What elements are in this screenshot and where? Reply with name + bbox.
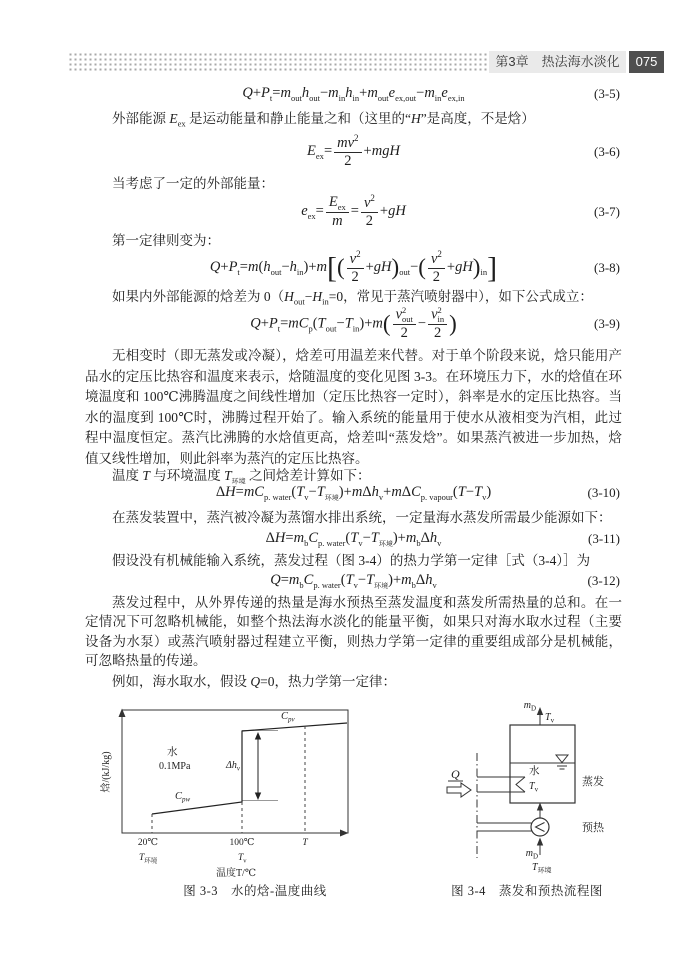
equation-3-7 xyxy=(85,192,622,232)
equation-math: $Q+P_t=m(h_{out}-h_{in})+m$[( $\frac{v^2}{2}$ $+gH)_{out}-$( $\frac{v^2}{2}$ $+gH)_{in}$] xyxy=(209,249,498,286)
equation-math: $\Delta H=mC_{p. water}(T_v-T_{环境})+m\Delta h_v+m\Delta C_{p. vapour}(T-T_v)$ xyxy=(215,483,492,502)
tv-main: T xyxy=(545,712,551,723)
heat-block-arrow-icon xyxy=(447,783,471,797)
equation-3-12 xyxy=(85,570,622,592)
equation-number: (3-6) xyxy=(594,144,620,159)
figure-3-3 xyxy=(95,702,405,880)
equation-number: (3-12) xyxy=(587,573,620,588)
page-number-badge: 075 xyxy=(629,51,664,73)
preheat-label: 预热 xyxy=(582,822,604,834)
equation-3-9 xyxy=(85,303,622,345)
distillate-mass-label-bottom xyxy=(526,848,538,861)
preheater-icon xyxy=(531,818,549,836)
tick-20C: 20℃ xyxy=(137,838,159,848)
paragraph: 在蒸发装置中，蒸汽被冷凝为蒸馏水排出系统，一定量海水蒸发所需最少能源如下： xyxy=(112,510,612,525)
tenv-main: T xyxy=(139,853,145,863)
paragraph: 如果内外部能源的焓差为 $0(H_{out}-H_{in}=0$，常见于蒸汽喷射器中），如下公式成立： xyxy=(112,289,593,307)
paragraph: 外部能源 $E_{ex}$ 是运动能量和静止能量之和（这里的“H”是高度，不是焓） xyxy=(112,111,535,129)
heat-input-label: Q xyxy=(451,767,460,781)
tenv-sub: 环境 xyxy=(537,866,552,875)
equation-number: (3-9) xyxy=(594,316,620,331)
equation-math: $Q=m_bC_{p. water}(T_v-T_{环境})+m_b\Delta h_v$ xyxy=(270,571,437,590)
paragraph: 无相变时（即无蒸发或冷凝），焓差可用温差来代替。对于单个阶段来说，焓只能用产品水的定压比热容和温度来表示，焓随温度的变化见图 3-3。在环境压力下，水的焓值在环境温度和 100℃沸腾温度之间线性增加（定压比热容一定时），斜率是水的定压比热容。当水的温度到 100℃时，沸腾过程开始了。输入系统的能量用于使水从液相变为汽相，此过程中温度恒定。蒸汽比沸腾的水焓值更高，焓差叫“蒸发焓”。如果蒸汽被进一步加热，焓值又线性增加，则此斜率为蒸汽的定压比热容。 xyxy=(85,348,622,466)
water-label: 水 xyxy=(529,766,540,777)
cpv-main: C xyxy=(281,711,289,722)
vapour-temp-label-top xyxy=(545,712,555,725)
distillate-mass-label-top xyxy=(524,700,536,713)
header-dot-pattern xyxy=(68,52,487,72)
tv-sub: v xyxy=(550,716,555,725)
cpw-main: C xyxy=(175,791,183,802)
x-axis-arrow-icon xyxy=(340,830,349,837)
cpw-sub: pw xyxy=(182,795,191,804)
tenv-sub: 环境 xyxy=(144,857,158,865)
md-sub: D xyxy=(530,704,536,713)
ambient-temp-label xyxy=(532,862,552,875)
paragraph: 温度 T 与环境温度 $T_{环境}$ 之间焓差计算如下： xyxy=(112,468,371,486)
equation-math: $Q+P_t=mC_p(T_{out}-T_{in})+m$( v 2 out 2 − v 2 in 2 ) xyxy=(250,304,457,341)
coil-bend xyxy=(516,777,525,792)
pressure-label: 0.1MPa xyxy=(159,761,191,772)
arrow-up-icon xyxy=(537,803,543,811)
chapter-header: 第3章 热法海水淡化 xyxy=(489,51,626,73)
paragraph: 蒸发过程中，从外界传递的热量是海水预热至蒸发温度和蒸发所需热量的总和。在一定情况下可忽略机械能，如整个热法海水淡化的能量平衡，如果只对海水取水过程（主要设备为水泵）或蒸汽喷射器过程建立平衡，则热力学第一定律的重要组成部分是机械能，可忽略热量的传递。 xyxy=(85,595,622,668)
equation-math: $\Delta H=m_bC_{p. water}(T_v-T_{环境})+m_b\Delta h_v$ xyxy=(265,529,442,548)
water-level-icon xyxy=(556,755,568,763)
tv-sub: v xyxy=(243,857,247,865)
equation-3-5 xyxy=(85,84,622,104)
cpv-sub: pv xyxy=(288,715,295,724)
equation-number: (3-5) xyxy=(594,86,620,101)
equation-3-6 xyxy=(85,132,622,172)
cpv-label xyxy=(281,711,296,724)
paragraph: 第一定律则变为： xyxy=(112,233,220,248)
equation-number: (3-7) xyxy=(594,204,620,219)
enthalpy-temperature-chart xyxy=(95,702,405,880)
md-main: m xyxy=(523,700,531,711)
medium-label: 水 xyxy=(167,747,178,758)
preheater-chevron xyxy=(536,823,545,832)
tv-main: T xyxy=(529,781,535,792)
plot-frame xyxy=(122,710,348,833)
tick-Tenv xyxy=(139,853,158,865)
equation-3-8 xyxy=(85,248,622,288)
cpw-label xyxy=(175,791,191,804)
arrow-up-icon xyxy=(537,707,543,715)
dhv-label xyxy=(225,760,241,773)
evaporator-vessel xyxy=(510,725,575,803)
md-main: m xyxy=(525,848,533,859)
tick-100C: 100℃ xyxy=(229,838,255,848)
flow-diagram xyxy=(430,698,690,878)
dhv-sub: v xyxy=(236,764,240,773)
figure-3-3-caption: 图 3-3 水的焓-温度曲线 xyxy=(183,884,327,898)
equation-number: (3-10) xyxy=(587,485,620,500)
tick-Tv xyxy=(238,853,247,865)
tv-sub: v xyxy=(534,785,539,794)
equation-math: $E_{ex}=$ $\frac{mv^2}{2}$ +mgH xyxy=(307,133,400,170)
tick-T: T xyxy=(302,838,308,848)
tv-main: T xyxy=(238,853,244,863)
y-axis-label: 焓/(kJ/kg) xyxy=(101,751,112,793)
equation-math: $Q+P_t=m_{out}h_{out}-m_{in}h_{in}+m_{out}e_{ex,out}-m_{in}e_{ex,in}$ xyxy=(242,85,465,103)
tenv-main: T xyxy=(532,862,538,873)
paragraph: 例如，海水取水，假设 Q=0，热力学第一定律： xyxy=(112,674,396,689)
vapour-temp-label-inside xyxy=(529,781,539,794)
equation-math: $e_{ex}=$ $E_{ex}$ m = $\frac{v^2}{2}$ +gH xyxy=(301,193,406,230)
equation-3-11 xyxy=(85,528,622,550)
paragraph: 假设没有机械能输入系统，蒸发过程（图 3-4）的热力学第一定律［式（3-4）］为 xyxy=(112,553,591,568)
dhv-main: Δh xyxy=(226,760,237,771)
arrow-up-icon xyxy=(255,732,261,740)
arrow-down-icon xyxy=(255,793,261,801)
evaporation-label: 蒸发 xyxy=(582,776,604,788)
md-sub: D xyxy=(532,852,538,861)
equation-number: (3-11) xyxy=(587,531,620,546)
x-axis-label: 温度T/℃ xyxy=(215,868,257,879)
arrow-up-icon xyxy=(537,838,543,846)
equation-3-10 xyxy=(85,482,622,504)
figure-3-4 xyxy=(430,698,690,878)
figure-3-4-caption: 图 3-4 蒸发和预热流程图 xyxy=(451,884,603,898)
paragraph: 当考虑了一定的外部能量： xyxy=(112,176,274,191)
equation-number: (3-8) xyxy=(594,260,620,275)
